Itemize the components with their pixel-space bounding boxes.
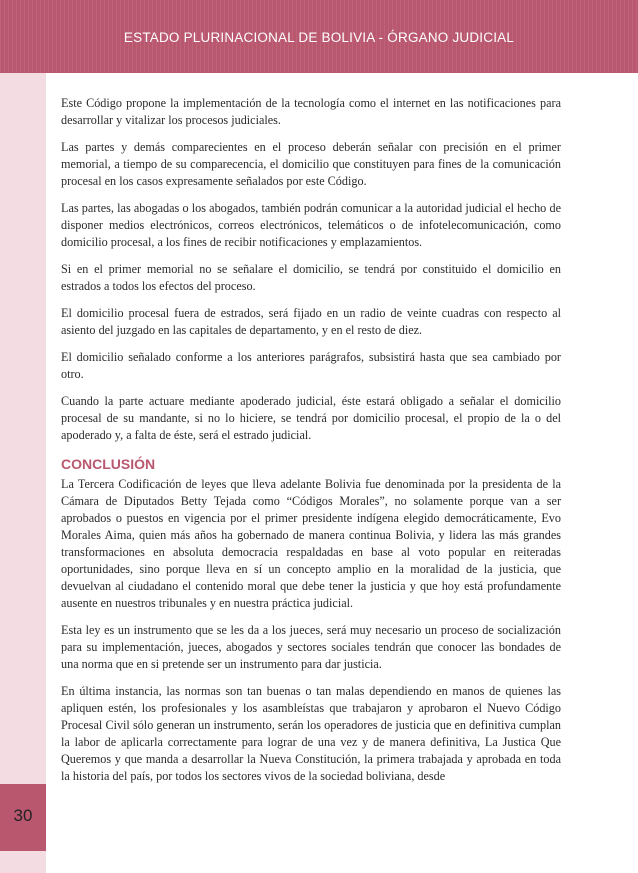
paragraph: En última instancia, las normas son tan buenas o tan malas dependiendo en manos de quienes las apliquen estén, los profesionales y los asambleístas que trabajaron y aprobaron el Nuevo Código Procesal Civil sólo generan un instrumento, serán los operadores de justicia que en definitiva cumplan la labor de aplicarla correctamente para lograr de una vez y de manera definitiva, La Justica Que Queremos y que manda a desarrollar la Nueva Constitución, la primera trabajada y aprobada en toda la historia del país, por todos los sectores vivos de la sociedad boliviana, desde xyxy=(61,684,561,783)
header-title: ESTADO PLURINACIONAL DE BOLIVIA - ÓRGANO JUDICIAL xyxy=(123,30,515,45)
paragraph: El domicilio señalado conforme a los anteriores parágrafos, subsistirá hasta que sea cambiado por otro. xyxy=(61,350,561,381)
paragraph: La Tercera Codificación de leyes que lleva adelante Bolivia fue denominada por la presidenta de la Cámara de Diputados Betty Tejada como “Códigos Morales”, no solamente porque van a ser aprobados o puestos en vigencia por el primer presidente indígena elegido democráticamente, Evo Morales Aima, quien más años ha gobernado de manera continua Bolivia, y lidera las más grandes transformaciones en absoluta democracia respaldadas en base al voto popular en reiteradas oportunidades, sino porque lleva en sí un concepto amplio en la moralidad de la justicia, que devuelvan al ciudadano el contenido moral que debe tener la justicia y que hoy está profundamente ausente en nuestros tribunales y en nuestra práctica judicial. xyxy=(61,477,561,610)
document-body xyxy=(61,95,561,795)
paragraph: Este Código propone la implementación de la tecnología como el internet en las notificaciones para desarrollar y vitalizar los procesos judiciales. xyxy=(61,96,561,127)
paragraph: Esta ley es un instrumento que se les da a los jueces, será muy necesario un proceso de socialización para su implementación, jueces, abogados y sectores sociales tendrán que conocer las bondades de una norma que en si pretende ser un instrumento para dar justicia. xyxy=(61,623,561,671)
paragraph: Las partes, las abogadas o los abogados, también podrán comunicar a la autoridad judicial el hecho de disponer medios electrónicos, correos electrónicos, telemáticos o de infotelecomunicación, como domicilio procesal, a los fines de recibir notificaciones y emplazamientos. xyxy=(61,201,561,249)
paragraph: Cuando la parte actuare mediante apoderado judicial, éste estará obligado a señalar el domicilio procesal de su mandante, si no lo hiciere, se tendrá por domicilio procesal, el propio de la o del apoderado y, a falta de éste, será el estrado judicial. xyxy=(61,394,561,442)
page-number: 30 xyxy=(13,806,33,825)
side-band xyxy=(0,73,46,873)
paragraph: Las partes y demás comparecientes en el proceso deberán señalar con precisión en el primer memorial, a tiempo de su comparecencia, el domicilio que constituyen para fines de la comunicación procesal en los casos expresamente señalados por este Código. xyxy=(61,140,561,188)
section-heading: CONCLUSIÓN xyxy=(61,456,156,472)
paragraph: Si en el primer memorial no se señalare el domicilio, se tendrá por constituido el domicilio en estrados a todos los efectos del proceso. xyxy=(61,262,561,293)
paragraph: El domicilio procesal fuera de estrados, será fijado en un radio de veinte cuadras con respecto al asiento del juzgado en las capitales de departamento, y en el resto de diez. xyxy=(61,306,561,337)
